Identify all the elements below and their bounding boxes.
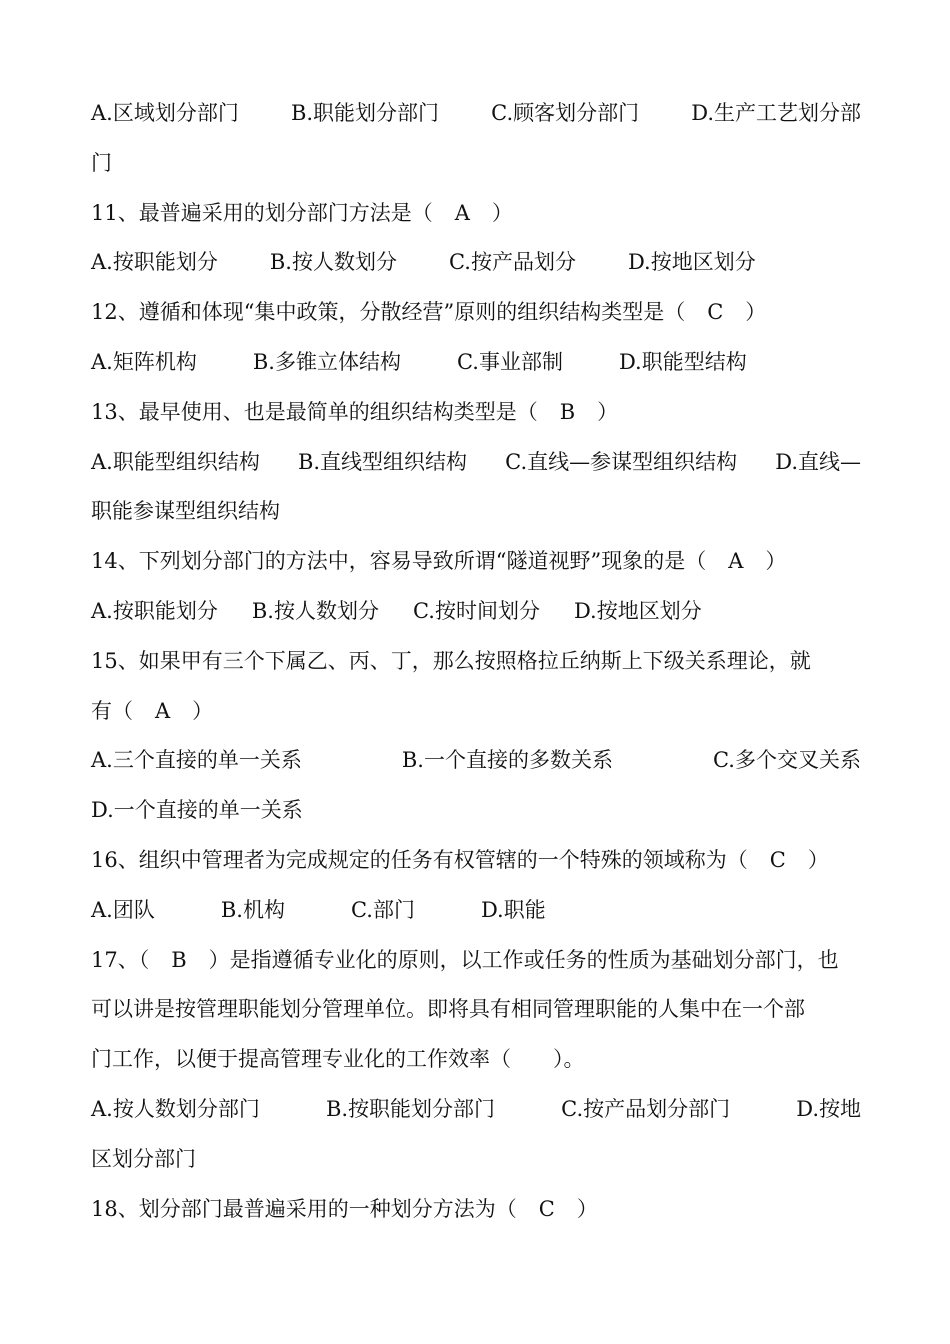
answer-letter: C <box>707 300 724 325</box>
question-text: 12、遵循和体现“集中政策，分散经营”原则的组织结构类型是（ <box>91 300 686 325</box>
question-line <box>91 687 861 737</box>
option-text: A.区域划分部门 <box>91 101 239 125</box>
option-text: D.生产工艺划分部 <box>691 101 861 125</box>
option-text: C.多个交叉关系 <box>712 748 861 773</box>
answer-letter: A <box>454 200 470 225</box>
option-text: B.直线型组织结构 <box>297 449 468 474</box>
option-text: B.一个直接的多数关系 <box>401 748 613 773</box>
option-text: B.多锥立体结构 <box>252 349 401 374</box>
options-line <box>91 736 861 786</box>
answer-letter: C <box>538 1196 555 1221</box>
options-line <box>91 89 861 139</box>
option-text: C.部门 <box>350 897 415 922</box>
option-text: B.按人数划分 <box>251 598 379 623</box>
answer-letter: A <box>155 698 171 723</box>
question-suffix: ） <box>192 698 214 723</box>
option-text: C.按产品划分 <box>448 250 576 275</box>
question-text: 有（ <box>91 698 133 723</box>
question-suffix: ） <box>745 300 767 325</box>
options-line <box>91 338 861 388</box>
options-line <box>91 238 861 288</box>
option-text: B.按职能划分部门 <box>325 1096 496 1121</box>
question-line <box>91 1185 861 1235</box>
text-line: 门 <box>91 150 112 175</box>
answer-letter: A <box>728 549 744 574</box>
text-line: 15、如果甲有三个下属乙、丙、丁，那么按照格拉丘纳斯上下级关系理论，就 <box>91 648 811 673</box>
option-text: D.职能 <box>480 897 546 922</box>
options-line <box>91 886 861 936</box>
question-text: 18、划分部门最普遍采用的一种划分方法为（ <box>91 1196 517 1221</box>
option-text: D.按地 <box>796 1096 861 1121</box>
option-text: D.直线— <box>775 449 861 474</box>
question-line <box>91 189 861 239</box>
option-text: A.按职能划分 <box>91 250 218 275</box>
options-line <box>91 1085 861 1135</box>
question-text: 17、（ <box>91 947 150 972</box>
question-line <box>91 288 861 338</box>
question-suffix: ） <box>491 200 513 225</box>
question-text: 14、下列划分部门的方法中，容易导致所谓“隧道视野”现象的是（ <box>91 549 707 574</box>
option-text: D.按地区划分 <box>627 250 756 275</box>
question-suffix: ） <box>807 847 829 872</box>
option-text: D.职能型结构 <box>618 349 747 374</box>
question-suffix: ） <box>765 549 787 574</box>
option-text: D.按地区划分 <box>573 598 702 623</box>
option-text: C.顾客划分部门 <box>491 101 640 125</box>
option-text: A.团队 <box>91 897 155 922</box>
question-text: 11、最普遍采用的划分部门方法是（ <box>91 200 433 225</box>
text-line: 职能参谋型组织结构 <box>91 499 280 524</box>
question-suffix: ） <box>576 1196 598 1221</box>
text-line: 可以讲是按管理职能划分管理单位。即将具有相同管理职能的人集中在一个部 <box>91 997 805 1022</box>
options-line <box>91 438 861 488</box>
question-line <box>91 836 861 886</box>
answer-letter: C <box>769 847 786 872</box>
option-text: A.按人数划分部门 <box>91 1096 260 1121</box>
answer-letter: B <box>559 399 576 424</box>
option-text: C.直线—参谋型组织结构 <box>505 449 738 474</box>
text-line: D.一个直接的单一关系 <box>91 798 303 823</box>
question-suffix: ） <box>597 399 619 424</box>
option-text: B.职能划分部门 <box>290 101 440 125</box>
question-text: 16、组织中管理者为完成规定的任务有权管辖的一个特殊的领域称为（ <box>91 847 748 872</box>
option-text: B.机构 <box>220 897 285 922</box>
document-page <box>91 89 861 1234</box>
option-text: A.矩阵机构 <box>91 349 197 374</box>
text-line: 门工作，以便于提高管理专业化的工作效率（ ）。 <box>91 1047 585 1072</box>
question-suffix: ）是指遵循专业化的原则，以工作或任务的性质为基础划分部门，也 <box>208 947 839 972</box>
option-text: A.职能型组织结构 <box>91 449 260 474</box>
option-text: C.按产品划分部门 <box>561 1096 731 1121</box>
question-text: 13、最早使用、也是最简单的组织结构类型是（ <box>91 399 538 424</box>
question-line <box>91 388 861 438</box>
text-line: 区划分部门 <box>91 1146 196 1171</box>
option-text: C.事业部制 <box>456 349 563 374</box>
option-text: A.按职能划分 <box>91 598 218 623</box>
answer-letter: B <box>171 947 187 972</box>
options-line <box>91 587 861 637</box>
question-line <box>91 936 861 986</box>
option-text: C.按时间划分 <box>412 598 540 623</box>
question-line <box>91 537 861 587</box>
option-text: B.按人数划分 <box>269 250 397 275</box>
option-text: A.三个直接的单一关系 <box>91 748 302 773</box>
